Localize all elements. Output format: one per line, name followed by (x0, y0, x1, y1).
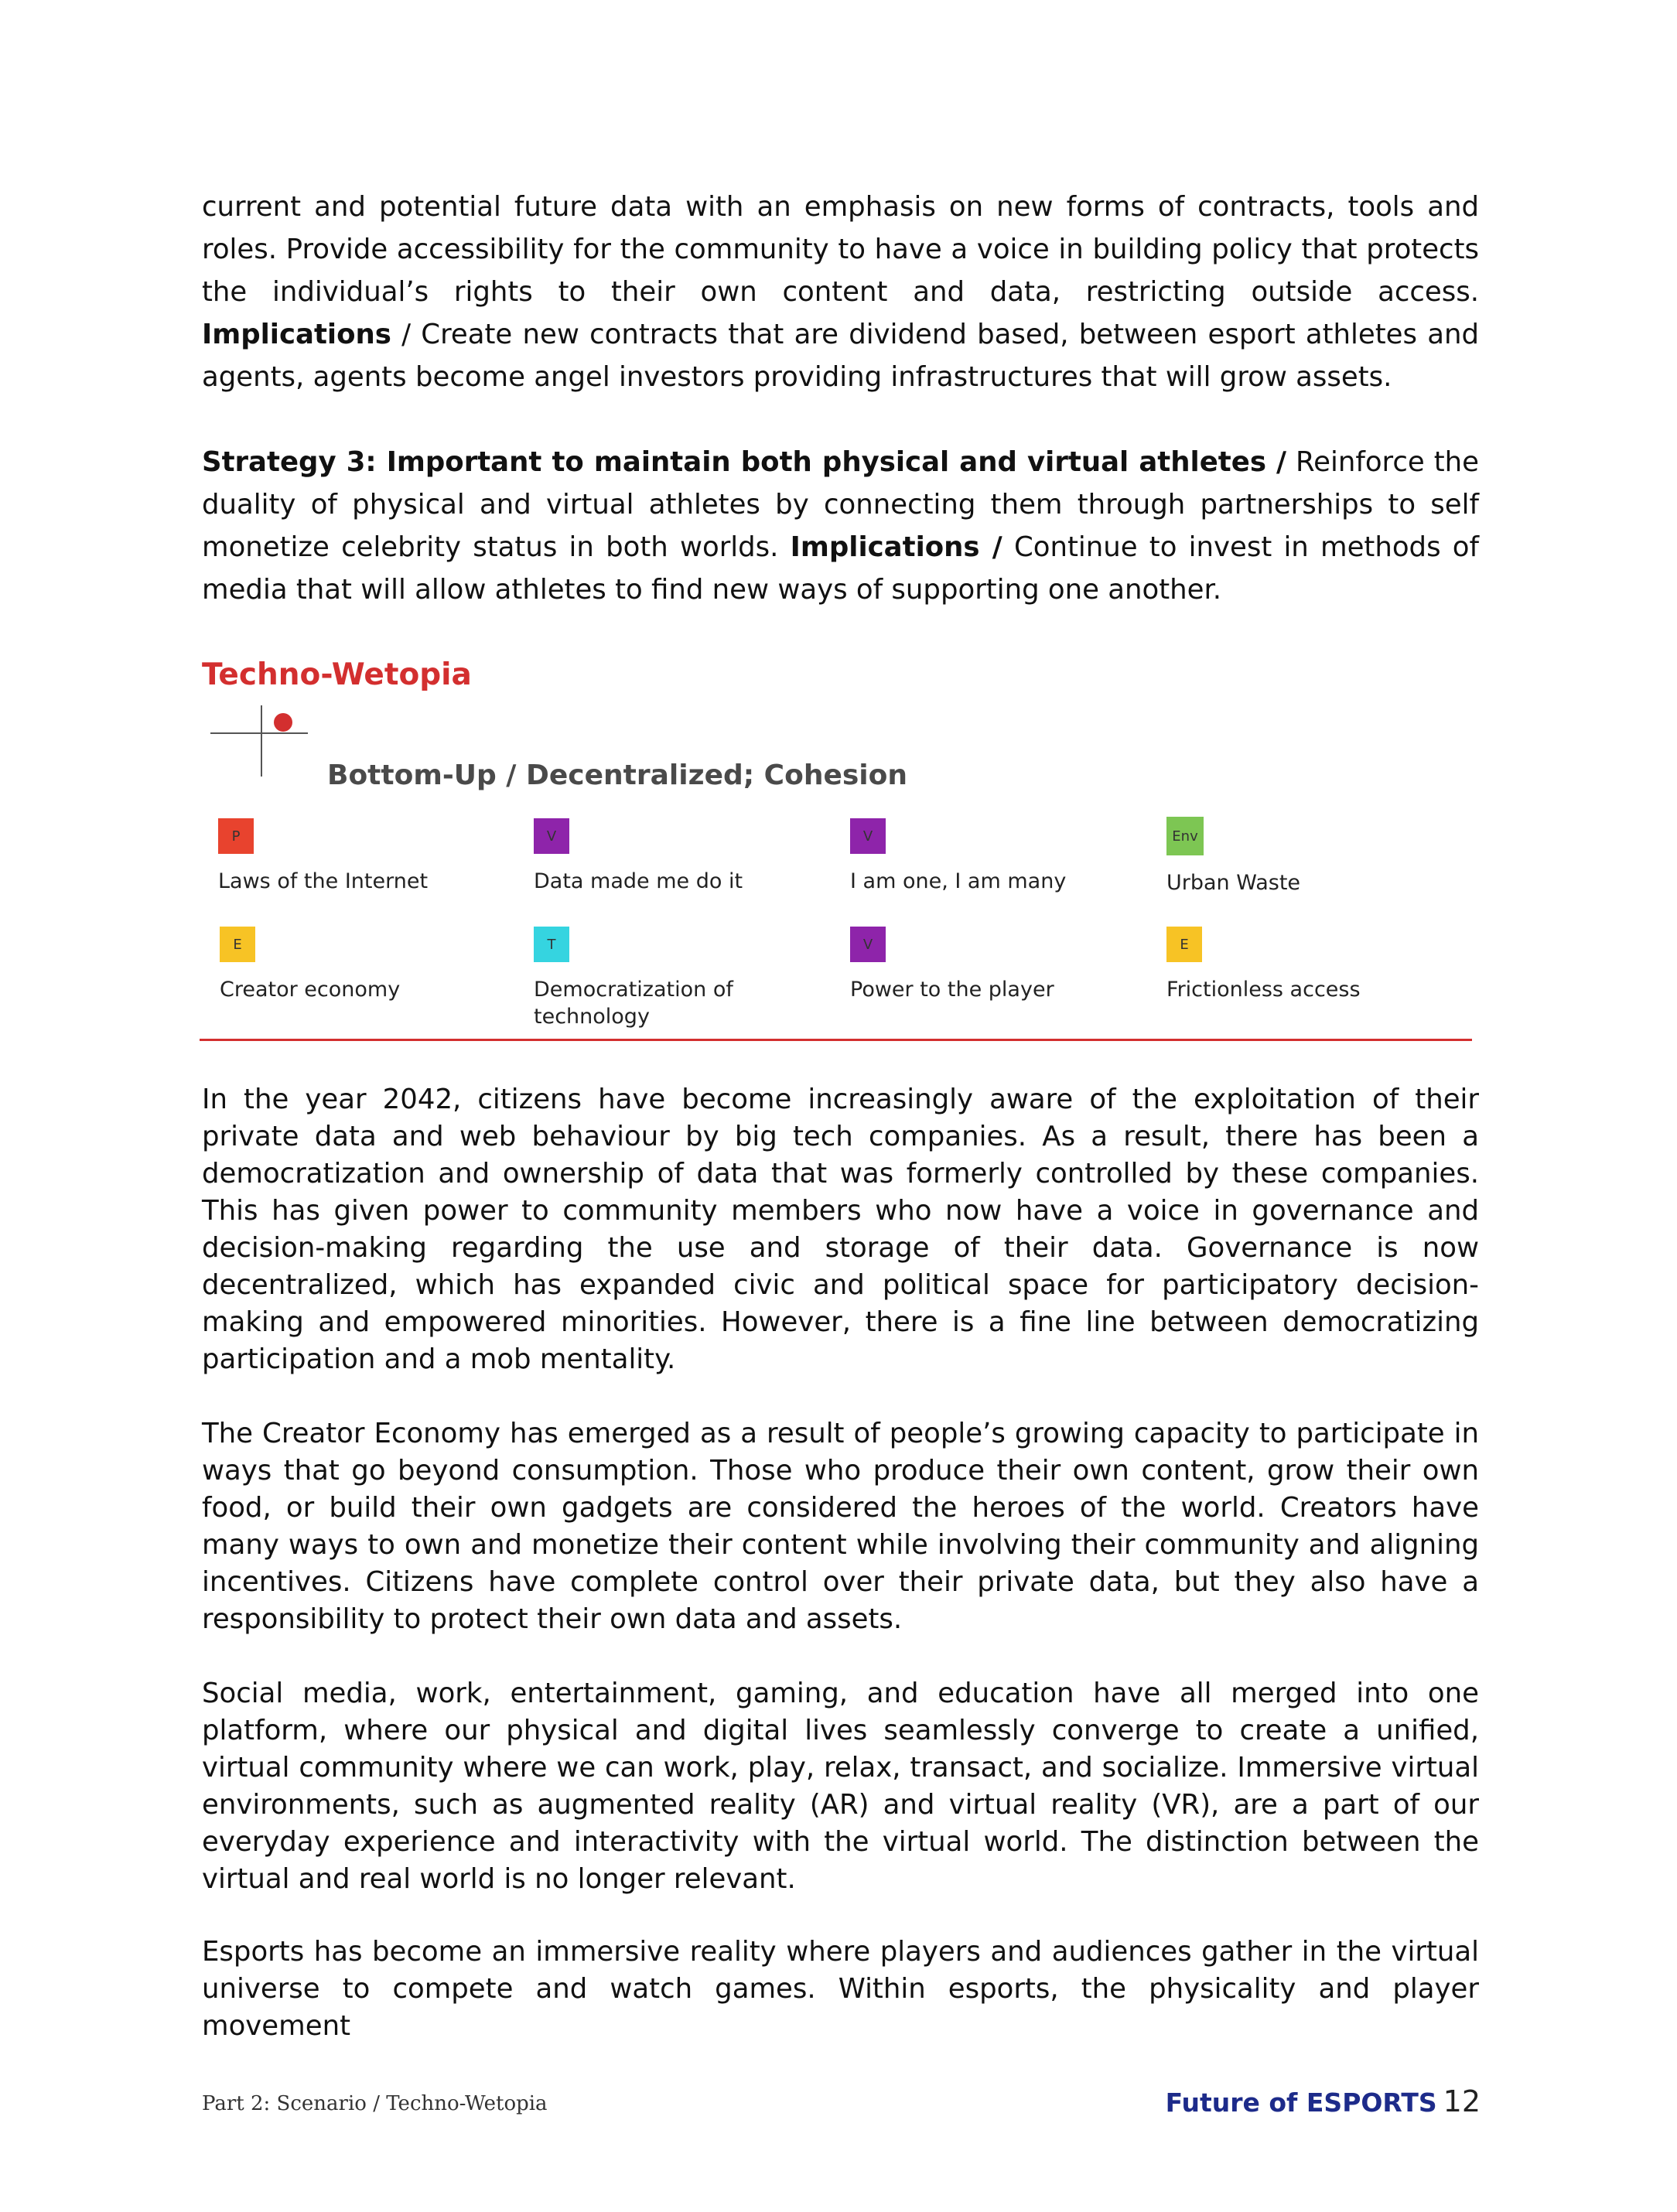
driver-tag: V (850, 818, 886, 854)
crosshair-red-dot (274, 713, 292, 732)
driver-label: Creator economy (220, 978, 401, 1002)
paragraph-contracts (202, 186, 1479, 398)
driver-item (1166, 927, 1460, 1003)
driver-item (534, 927, 828, 1030)
driver-tag: P (218, 818, 254, 854)
footer-section-label: Part 2: Scenario / Techno-Wetopia (202, 2092, 548, 2115)
crosshair-horizontal-line (210, 732, 308, 734)
driver-item (220, 927, 514, 1003)
driver-item (850, 927, 1144, 1003)
section-divider (200, 1039, 1472, 1041)
paragraph-esports: Esports has become an immersive reality where players and audiences gather in the virtual universe to compete and watch games. Within esports, the physicality and player movement (202, 1936, 1479, 2042)
paragraph-text: / Create new contracts that are dividend based, between esport athletes and agents, agents become angel investors providing infrastructures that will grow assets. (202, 319, 1479, 393)
crosshair-vertical-line (261, 705, 262, 777)
driver-tag: E (220, 927, 255, 962)
driver-item (534, 818, 828, 895)
driver-item (1166, 817, 1460, 896)
driver-label: Data made me do it (534, 869, 743, 893)
paragraph-strategy-3 (202, 441, 1479, 611)
driver-tag: V (534, 818, 569, 854)
implications-label: Implications / (790, 531, 1002, 563)
driver-tag: T (534, 927, 569, 962)
driver-item (850, 818, 1144, 895)
driver-tag: E (1166, 927, 1202, 962)
strategy-3-heading: Strategy 3: Important to maintain both physical and virtual athletes / (202, 446, 1287, 478)
driver-label: Laws of the Internet (218, 869, 429, 893)
driver-label: Frictionless access (1166, 978, 1361, 1002)
paragraph-creator-economy: The Creator Economy has emerged as a result of people’s growing capacity to participate in ways that go beyond consumption. Those who produce their own content, grow their own food, or build their own gadgets are considered the heroes of the world. Creators have many ways to own and monetize their content while involving their community and aligning incentives. Citizens have complete control over their private data, but they also have a responsibility to protect their own data and assets. (202, 1418, 1479, 1635)
driver-label: Power to the player (850, 978, 1054, 1002)
paragraph-text: current and potential future data with an emphasis on new forms of contracts, tools and roles. Provide accessibility for the community to have a voice in building policy that protects the individual’s rights to their own content and data, restricting outside access. (202, 191, 1479, 308)
page-number: 12 (1443, 2084, 1481, 2118)
driver-label: I am one, I am many (850, 869, 1067, 893)
footer-brand-name: Future of ESPORTS (1165, 2087, 1437, 2118)
footer-brand (1166, 2084, 1481, 2118)
driver-item (218, 818, 512, 895)
paragraph-text: Reinforce the duality of physical and virtual athletes by connecting them through partnerships to self monetize celebrity status in both worlds. (202, 446, 1479, 563)
section-subtitle: Bottom-Up / Decentralized; Cohesion (327, 760, 908, 791)
paragraph-text: Continue to invest in methods of media that will allow athletes to find new ways of supporting one another. (202, 531, 1479, 606)
paragraph-social-media: Social media, work, entertainment, gaming, and education have all merged into one platform, where our physical and digital lives seamlessly converge to create a unified, virtual community where we can work, play, relax, transact, and socialize. Immersive virtual environments, such as augmented reality (AR) and virtual reality (VR), are a part of our everyday experience and interactivity with the virtual world. The distinction between the virtual and real world is no longer relevant. (202, 1678, 1479, 1895)
driver-label: Urban Waste (1166, 871, 1301, 895)
implications-label: Implications (202, 319, 391, 350)
driver-tag: Env (1166, 817, 1204, 855)
driver-label: Democratization of technology (534, 978, 733, 1029)
paragraph-2042: In the year 2042, citizens have become increasingly aware of the exploitation of their private data and web behaviour by big tech companies. As a result, there has been a democratization and ownership of data that was formerly controlled by these companies. This has given power to community members who now have a voice in governance and decision-making regarding the use and storage of their data. Governance is now decentralized, which has expanded civic and political space for participatory decision-making and empowered minorities. However, there is a fine line between democratizing participation and a mob mentality. (202, 1084, 1479, 1375)
section-title: Techno-Wetopia (202, 657, 472, 692)
driver-tag: V (850, 927, 886, 962)
